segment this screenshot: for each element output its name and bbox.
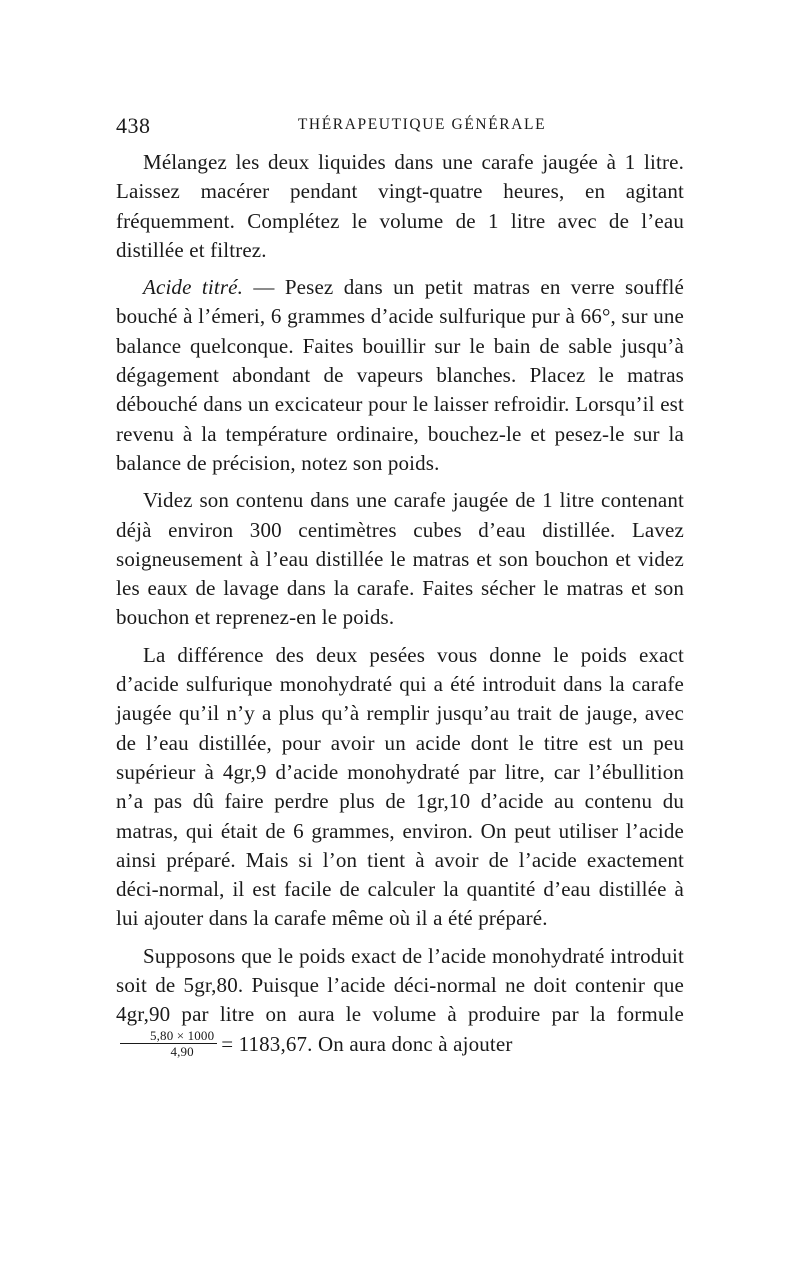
fraction-denominator: 4,90 xyxy=(170,1044,194,1060)
paragraph-4-text: La différence des deux pesées vous donne le poids exact d’acide sulfurique monohydraté qui a été introduit dans la carafe jaugée qu’il n’y a plus qu’à remplir jusqu’au trait de jauge, avec de l’eau distillée, pour avoir un acide dont le titre est un peu supérieur à 4gr,9 d’acide monohydraté par litre, car l’ébullition n’a pas dû faire perdre plus de 1gr,10 d’acide au contenu du matras, qui était de 6 grammes, environ. On peut utiliser l’acide ainsi préparé. Mais si l’on tient à avoir de l’acide exactement déci-normal, il est facile de calculer la quantité d’eau distillée à lui ajouter dans la carafe même où il a été préparé. xyxy=(116,642,684,931)
paragraph-5-text: Supposons que le poids exact de l’acide monohydraté introduit soit de 5gr,80. Puisque l’acide déci-normal ne doit contenir que 4gr,90 par litre on aura le volume à produire par la formule xyxy=(116,943,684,1027)
formula-fraction xyxy=(120,1028,217,1059)
page-number: 438 xyxy=(116,113,151,138)
paragraph-3 xyxy=(116,486,684,632)
paragraph-1 xyxy=(116,148,684,265)
section-lead-acide-titre: Acide titré. xyxy=(143,275,244,300)
body-text xyxy=(116,148,684,1061)
paragraph-5 xyxy=(116,942,684,1062)
paragraph-2-text: — Pesez dans un petit matras en verre soufflé bouché à l’émeri, 6 grammes d’acide sulfurique pur à 66°, sur une balance quelconque. Faites bouillir sur le bain de sable jusqu’à dégagement abondant de vapeurs blanches. Placez le matras débouché dans un excicateur pour le laisser refroidir. Lorsqu’il est revenu à la température ordinaire, bouchez-le et pesez-le sur la balance de précision, notez son poids. xyxy=(116,275,684,475)
paragraph-2 xyxy=(116,273,684,478)
paragraph-4 xyxy=(116,641,684,934)
fraction-numerator: 5,80 × 1000 xyxy=(120,1028,217,1044)
formula-result: = 1183,67. On aura donc à ajouter xyxy=(221,1031,513,1056)
paragraph-1-text: Mélangez les deux liquides dans une carafe jaugée à 1 litre. Laissez macérer pendant vingt-quatre heures, en agitant fréquemment. Complétez le volume de 1 litre avec de l’eau distillée et filtrez. xyxy=(116,150,684,262)
paragraph-3-text: Videz son contenu dans une carafe jaugée de 1 litre contenant déjà environ 300 centimètres cubes d’eau distillée. Lavez soigneusement à l’eau distillée le matras et son bouchon et videz les eaux de lavage dans la carafe. Faites sécher le matras et son bouchon et reprenez-en le poids. xyxy=(116,488,684,630)
running-title: THÉRAPEUTIQUE GÉNÉRALE xyxy=(297,116,547,133)
running-header xyxy=(116,113,684,143)
